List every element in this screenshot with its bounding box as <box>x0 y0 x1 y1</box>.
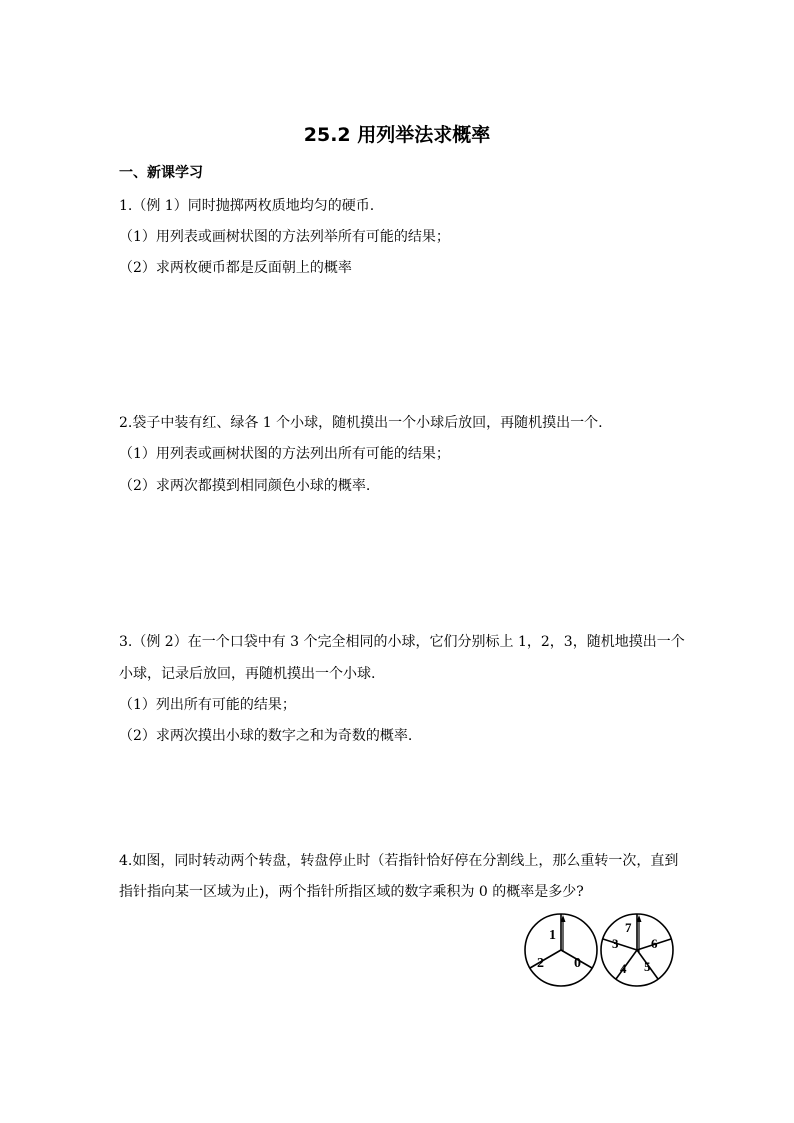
q3-part1: （1）列出所有可能的结果； <box>119 697 296 713</box>
q3-stem-line2: 小球，记录后放回，再随机摸出一个小球. <box>119 666 376 682</box>
q2-part2: （2）求两次都摸到相同颜色小球的概率. <box>119 478 371 494</box>
spinner-right-label-2: 3 <box>612 936 619 951</box>
q4-stem-line2: 指针指向某一区域为止)，两个指针所指区域的数字乘积为 0 的概率是多少? <box>119 884 584 900</box>
spinner-right-label-1: 7 <box>625 920 632 935</box>
q4-stem-line1: 4.如图，同时转动两个转盘，转盘停止时（若指针恰好停在分割线上，那么重转一次，直到 <box>119 853 679 869</box>
q3-part2: （2）求两次摸出小球的数字之和为奇数的概率. <box>119 728 413 744</box>
spinners-figure <box>523 912 678 988</box>
spinner-left <box>525 914 597 986</box>
spinner-right-label-5: 5 <box>644 959 651 974</box>
spinner-left-label-2: 2 <box>537 956 544 971</box>
page-title: 25.2 用列举法求概率 <box>303 124 491 146</box>
spinner-right-label-4: 4 <box>620 961 627 976</box>
q1-part1: （1）用列表或画树状图的方法列举所有可能的结果； <box>119 229 450 245</box>
spinner-left-label-3: 0 <box>574 956 581 971</box>
q2-stem: 2.袋子中装有红、绿各 1 个小球，随机摸出一个小球后放回，再随机摸出一个. <box>119 415 603 431</box>
spinner-left-label-1: 1 <box>549 928 556 943</box>
section-heading: 一、新课学习 <box>119 165 203 181</box>
q1-stem: 1.（例 1）同时抛掷两枚质地均匀的硬币. <box>119 198 375 214</box>
spinner-right-label-3: 6 <box>651 936 658 951</box>
q3-stem-line1: 3.（例 2）在一个口袋中有 3 个完全相同的小球，它们分别标上 1，2，3，随机地摸出一个 <box>119 634 685 650</box>
spinner-right <box>601 914 673 986</box>
q2-part1: （1）用列表或画树状图的方法列出所有可能的结果； <box>119 446 450 462</box>
q1-part2: （2）求两枚硬币都是反面朝上的概率 <box>119 260 352 276</box>
